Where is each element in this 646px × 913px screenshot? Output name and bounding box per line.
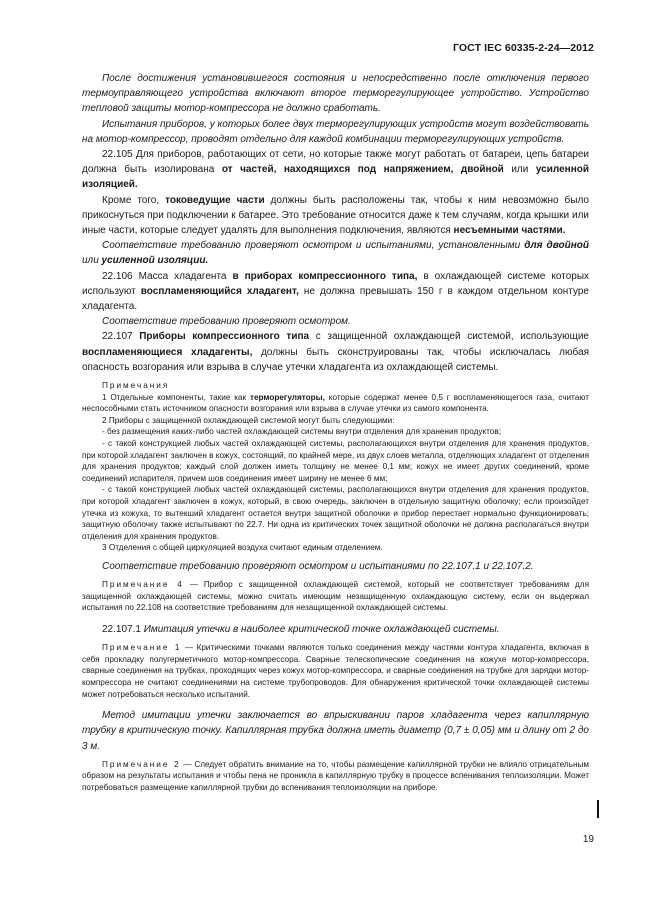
text-run-bold: воспламеняющийся хладагент, xyxy=(140,285,299,297)
text-run-bold: усиленной изоляции. xyxy=(101,255,209,267)
text-run-bold: от частей, находящихся под напряжением, двойной xyxy=(221,164,504,176)
clause-22-105-cont xyxy=(82,193,589,239)
text-run: в охлаждающей системе которых используют xyxy=(82,270,590,297)
text-run-bold: в приборах компрессионного типа, xyxy=(232,270,418,282)
compliance-22-105 xyxy=(82,238,589,268)
paragraph-p1: После достижения установившегося состояния и непосредственно после отключения первого термоуправляющего устройства включают второе терморегулирующее устройство. Устройство тепловой защиты мотор-компрессора не должно сработать. xyxy=(82,73,589,115)
text-run-bold: терморегуляторы, xyxy=(249,392,325,402)
text-run: — Критическими точками являются только соединения между частями контура хладагента, включая в себя прокладку полугерметичного мотор-компрессора. Сварные телескопические соединения на кожухе мотор-компрессора, сварные соединения на трубках, проходящих через кожух мотор-компрессора, и сварные соединения на трубке для зарядки мотор-компрессора не считают соединениями на системе трубопроводов. Для обнаружения критической точки охлаждающей системы может потребоваться несколько испытаний. xyxy=(82,643,589,699)
text-run: или xyxy=(82,255,102,267)
text-run: 22.107 xyxy=(102,331,140,343)
page-body xyxy=(82,71,589,794)
note-2-capillary xyxy=(82,759,589,794)
text-run-bold: токоведущие части xyxy=(165,194,265,206)
note-1-critical-points xyxy=(82,642,589,700)
compliance-22-107: Соответствие требованию проверяют осмотром и испытаниями по 22.107.1 и 22.107.2. xyxy=(102,560,534,572)
leak-method-paragraph: Метод имитации утечки заключается во впрыскивании паров хладагента через капиллярную трубку в критическую точку. Капиллярная трубка должна иметь диаметр (0,7 ± 0,05) мм и длину от 2 до 3 м. xyxy=(82,710,589,752)
page-number: 19 xyxy=(582,834,594,845)
note-2: 2 Приборы с защищенной охлаждающей системой могут быть следующими: xyxy=(102,415,395,425)
text-run: 22.107.1 xyxy=(102,623,144,635)
text-run: или xyxy=(503,164,536,176)
text-run: должны быть сконструированы так, чтобы исключалась любая опасность возгорания или взрыва в случае утечки хладагента из охлаждающей системы. xyxy=(82,346,589,373)
text-run: 22.106 Масса хладагента xyxy=(102,270,233,282)
text-run: которые содержат менее 0,5 г воспламеняющегося газа, считают неспособными стать источником опасности возгорания или взрыва в случае утечки из самого компонента. xyxy=(82,392,589,414)
note-3: 3 Отделения с общей циркуляцией воздуха считают единым отделением. xyxy=(102,543,383,553)
text-run: — Прибор с защищенной охлаждающей системой, который не соответствует требованиям для защищенной охлаждающей системы, можно считать имеющим незащищенную охлаждающую систему, если он выдержал испытания по 22.108 на соответствие требованиям для незащищенной охлаждающей системы. xyxy=(82,580,589,613)
document-header: ГОСТ IEC 60335-2-24—2012 xyxy=(452,42,594,54)
clause-22-107-1 xyxy=(82,622,589,637)
note-label: Примечание 2 xyxy=(102,759,181,769)
change-bar xyxy=(597,800,599,818)
text-run: 22.105 Для приборов, работающих от сети, но которые также могут работать от батареи, цепь батареи должна быть изолирована xyxy=(82,149,589,176)
note-4 xyxy=(82,579,589,614)
text-run-bold: Приборы компрессионного типа xyxy=(139,331,310,343)
text-run-bold: воспламеняющиеся хладагенты, xyxy=(82,346,253,358)
text-run-bold: для двойной xyxy=(524,240,590,252)
compliance-22-106: Соответствие требованию проверяют осмотром. xyxy=(102,316,351,328)
paragraph-p2: Испытания приборов, у которых более двух терморегулирующих устройств могут воздействовать на мотор-компрессор, проводят отдельно для каждой комбинации терморегулирующих устройств. xyxy=(82,118,589,145)
note-label: Примечание 1 xyxy=(102,643,182,653)
notes-heading: Примечания xyxy=(102,381,170,391)
note-2-item-a: - без размещения каких-либо частей охлаждающей системы внутри отделения для хранения продуктов; xyxy=(102,427,501,437)
note-2-item-c: - с такой конструкцией любых частей охлаждающей системы, располагающихся внутри отделения для хранения продуктов, при которой хладагент заключен в кожух, который, в свою очередь, заключен в отдельную защитную оболочку; если произойдет утечка из кожуха, то вытекший хладагент остается внутри защитной оболочки и прибор перестает нормально функционировать; защитную оболочку также испытывают по 22.7. Ни одна из критических точек защитной оболочки не должна располагаться внутри отделения для хранения продуктов. xyxy=(82,485,589,541)
text-run-italic: Имитация утечки в наиболее критической точке охлаждающей системы. xyxy=(143,623,500,635)
text-run-bold: усиленной изоляцией. xyxy=(82,164,589,191)
text-run: не должна превышать 150 г в каждом отдельном контуре хладагента. xyxy=(82,285,589,313)
clause-22-107 xyxy=(82,329,589,375)
notes-block xyxy=(82,380,589,554)
text-run: 1 Отдельные компоненты, такие как xyxy=(102,392,250,402)
text-run: должны быть расположены так, чтобы к ним невозможно было прикоснуться при подключении к батарее. Это требование относится даже к тем случаям, когда крышки или иные части, которые следует удалять для выполнения подключения, являются xyxy=(82,194,589,237)
text-run: с защищенной охлаждающей системой, использующие xyxy=(309,331,589,343)
note-1 xyxy=(82,392,589,415)
text-run-bold: несъемными частями. xyxy=(453,225,566,237)
text-run: Кроме того, xyxy=(102,194,166,206)
text-run: — Следует обратить внимание на то, чтобы размещение капиллярной трубки не влияло отрицательным образом на результаты испытания и чтобы пена не проникла в капиллярную трубку в процессе вспенивания теплоизоляции. Может потребоваться размещение капиллярной трубки до вспенивания теплоизоляции на приборе. xyxy=(82,759,590,792)
text-run: Соответствие требованию проверяют осмотром и испытаниями, установленными xyxy=(102,240,525,252)
note-2-item-b: - с такой конструкцией любых частей охлаждающей системы, располагающихся внутри отделения для хранения продуктов, при которой хладагент заключен в кожух, состоящий, по крайней мере, из двух слоев металла, отделяющих хладагент от отделения для хранения продуктов; каждый слой должен иметь толщину не менее 0,1 мм; кожух не имеет других соединений, кроме соединений испарителя, причем шов соединения имеет ширину не менее 6 мм; xyxy=(82,439,589,483)
clause-22-105 xyxy=(82,147,589,193)
note-label: Примечание 4 xyxy=(102,580,184,590)
clause-22-106 xyxy=(82,269,589,315)
